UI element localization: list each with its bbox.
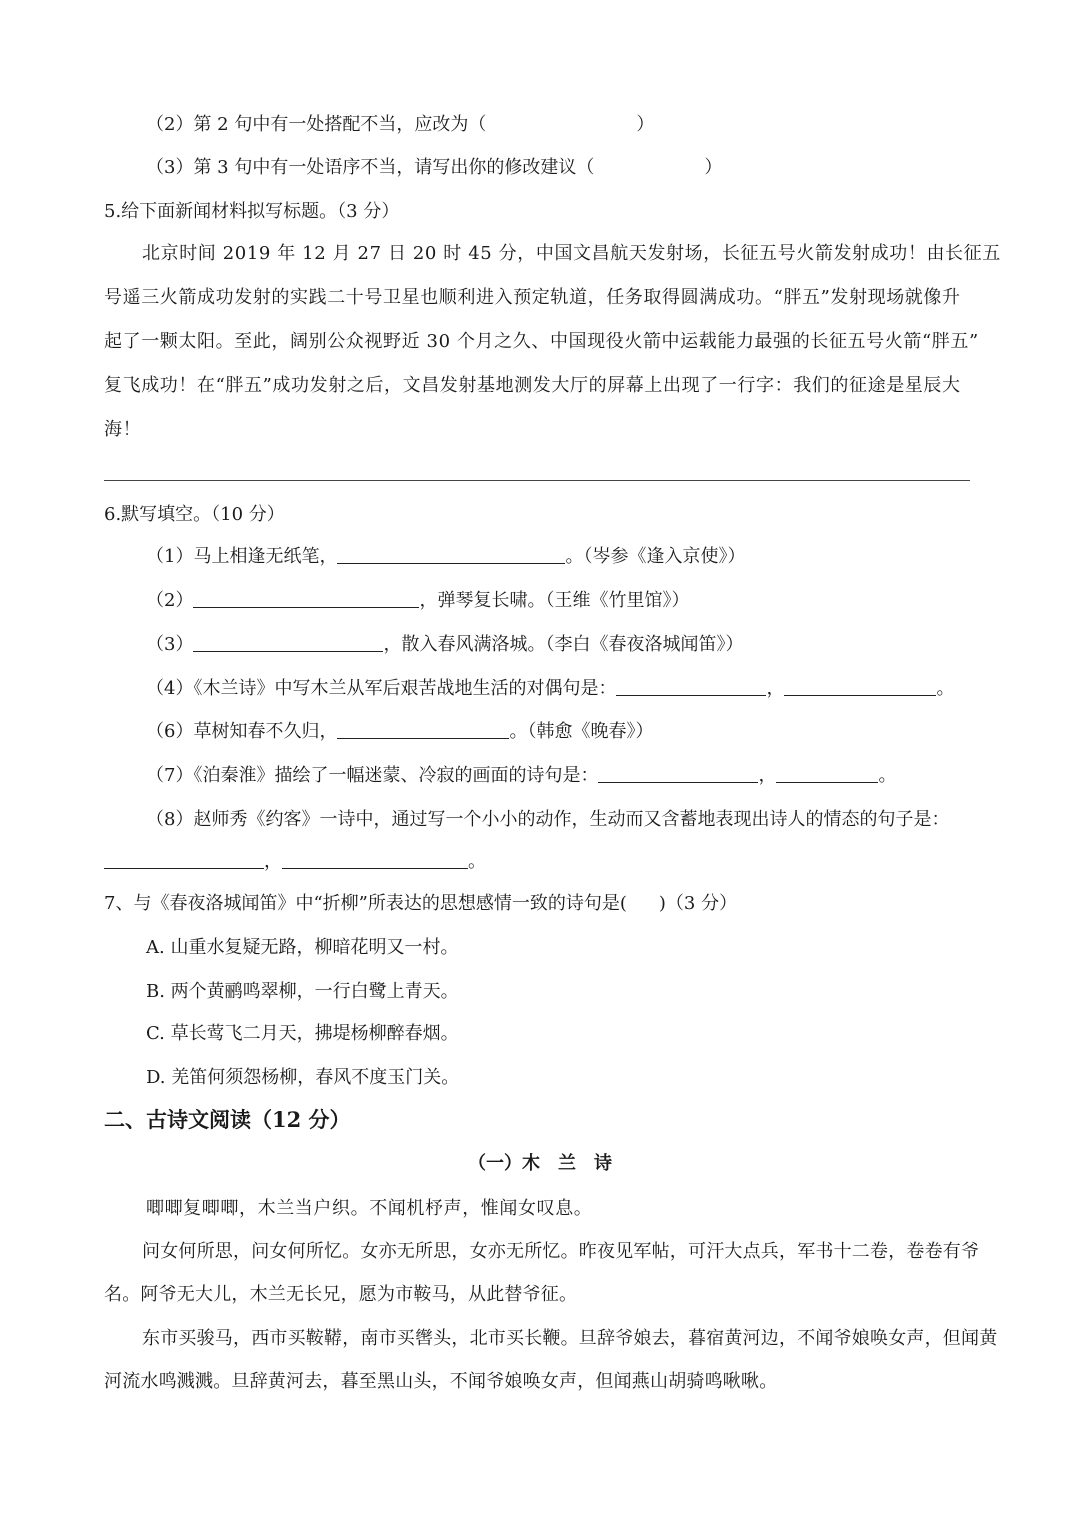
q6-item-8-blank-1[interactable] bbox=[104, 850, 264, 869]
q7-option-d: D. 羌笛何须怨杨柳，春风不度玉门关。 bbox=[146, 1067, 460, 1088]
q4-item-2 bbox=[146, 113, 654, 137]
poem-line-1: 唧唧复唧唧，木兰当户织。不闻机杼声，惟闻女叹息。 bbox=[146, 1198, 593, 1218]
q6-item-3-source: ，散入春风满洛城。（李白《春夜洛城闻笛》） bbox=[383, 634, 744, 655]
q6-item-2-blank[interactable] bbox=[193, 589, 419, 608]
q6-item-7-blank-2[interactable] bbox=[776, 764, 878, 783]
section-2-heading: 二、古诗文阅读（12 分） bbox=[104, 1107, 351, 1132]
q7-title-text: 7、与《春夜洛城闻笛》中“折柳”所表达的思想感情一致的诗句是( bbox=[104, 893, 627, 914]
q6-item-1-prompt: （1）马上相逢无纸笔， bbox=[146, 546, 338, 567]
q6-item-4-period: 。 bbox=[936, 678, 955, 699]
q5-title: 5.给下面新闻材料拟写标题。（3 分） bbox=[104, 201, 400, 222]
q6-item-6 bbox=[146, 720, 653, 744]
q6-item-2 bbox=[146, 589, 689, 613]
q6-item-4-prompt: （4）《木兰诗》中写木兰从军后艰苦战地生活的对偶句是： bbox=[146, 678, 617, 699]
q5-line-2: 号遥三火箭成功发射的实践二十号卫星也顺利进入预定轨道，任务取得圆满成功。“胖五”发射现场就像升 bbox=[104, 287, 961, 308]
q6-item-8: （8）赵师秀《约客》一诗中，通过写一个小小的动作，生动而又含蓄地表现出诗人的情态的句子是： bbox=[146, 809, 950, 830]
q6-item-2-source: ，弹琴复长啸。（王维《竹里馆》） bbox=[419, 590, 690, 611]
q6-item-1-blank[interactable] bbox=[337, 545, 565, 564]
q6-item-3 bbox=[146, 633, 743, 657]
q6-item-4-comma: ， bbox=[766, 678, 785, 699]
q6-item-1-source: 。（岑参《逢入京使》） bbox=[565, 546, 746, 567]
q6-item-8-period: 。 bbox=[468, 851, 486, 872]
q6-item-3-prompt: （3） bbox=[146, 634, 194, 655]
q4-item-2-close: ） bbox=[636, 114, 655, 135]
q6-item-8-blank-2[interactable] bbox=[282, 850, 468, 869]
q6-item-8-answer bbox=[104, 850, 486, 874]
q6-item-6-source: 。（韩愈《晚春》） bbox=[509, 721, 654, 742]
q6-item-7-period: 。 bbox=[878, 765, 897, 786]
q4-item-3-text: （3）第 3 句中有一处语序不当，请写出你的修改建议（ bbox=[146, 157, 595, 178]
q5-line-3: 起了一颗太阳。至此，阔别公众视野近 30 个月之久、中国现役火箭中运载能力最强的长征五号火箭“胖五” bbox=[104, 331, 979, 352]
q6-item-4 bbox=[146, 677, 954, 701]
poem-line-2: 问女何所思，问女何所忆。女亦无所思，女亦无所忆。昨夜见军帖，可汗大点兵，军书十二卷，卷卷有爷 bbox=[142, 1241, 980, 1261]
q6-item-7 bbox=[146, 764, 896, 788]
q6-item-3-blank[interactable] bbox=[193, 633, 383, 652]
q5-line-5: 海！ bbox=[104, 419, 142, 440]
q7-title-score: )（3 分） bbox=[658, 893, 738, 914]
q6-item-4-blank-2[interactable] bbox=[784, 677, 936, 696]
q6-title: 6.默写填空。（10 分） bbox=[104, 504, 285, 525]
q7-title bbox=[104, 892, 737, 916]
q6-item-6-prompt: （6）草树知春不久归， bbox=[146, 721, 338, 742]
q6-item-4-blank-1[interactable] bbox=[616, 677, 766, 696]
q6-item-6-blank[interactable] bbox=[337, 720, 509, 739]
q6-item-7-blank-1[interactable] bbox=[598, 764, 758, 783]
q5-answer-line[interactable] bbox=[104, 480, 970, 481]
q4-item-2-text: （2）第 2 句中有一处搭配不当，应改为（ bbox=[146, 114, 487, 135]
q6-item-7-prompt: （7）《泊秦淮》描绘了一幅迷蒙、冷寂的画面的诗句是： bbox=[146, 765, 599, 786]
q7-option-c: C. 草长莺飞二月天，拂堤杨柳醉春烟。 bbox=[146, 1023, 459, 1044]
poem-title: （一）木 兰 诗 bbox=[468, 1153, 612, 1174]
poem-line-4: 东市买骏马，西市买鞍鞯，南市买辔头，北市买长鞭。旦辞爷娘去，暮宿黄河边，不闻爷娘唤女声，但闻黄 bbox=[142, 1328, 998, 1348]
q5-line-1: 北京时间 2019 年 12 月 27 日 20 时 45 分，中国文昌航天发射场，长征五号火箭发射成功！由长征五 bbox=[142, 243, 1001, 264]
q6-item-2-prompt: （2） bbox=[146, 590, 194, 611]
poem-line-3: 名。阿爷无大儿，木兰无长兄，愿为市鞍马，从此替爷征。 bbox=[104, 1284, 578, 1304]
q5-line-4: 复飞成功！在“胖五”成功发射之后，文昌发射基地测发大厅的屏幕上出现了一行字：我们的征途是星辰大 bbox=[104, 375, 961, 396]
poem-line-5: 河流水鸣溅溅。旦辞黄河去，暮至黑山头，不闻爷娘唤女声，但闻燕山胡骑鸣啾啾。 bbox=[104, 1371, 778, 1391]
q7-option-a: A. 山重水复疑无路，柳暗花明又一村。 bbox=[146, 937, 459, 958]
q6-item-8-comma: ， bbox=[264, 851, 282, 872]
q7-option-b: B. 两个黄鹂鸣翠柳，一行白鹭上青天。 bbox=[146, 981, 459, 1002]
q6-item-1 bbox=[146, 545, 745, 569]
q4-item-3-close: ） bbox=[704, 157, 723, 178]
q6-item-7-comma: ， bbox=[758, 765, 777, 786]
q4-item-3 bbox=[146, 156, 722, 180]
